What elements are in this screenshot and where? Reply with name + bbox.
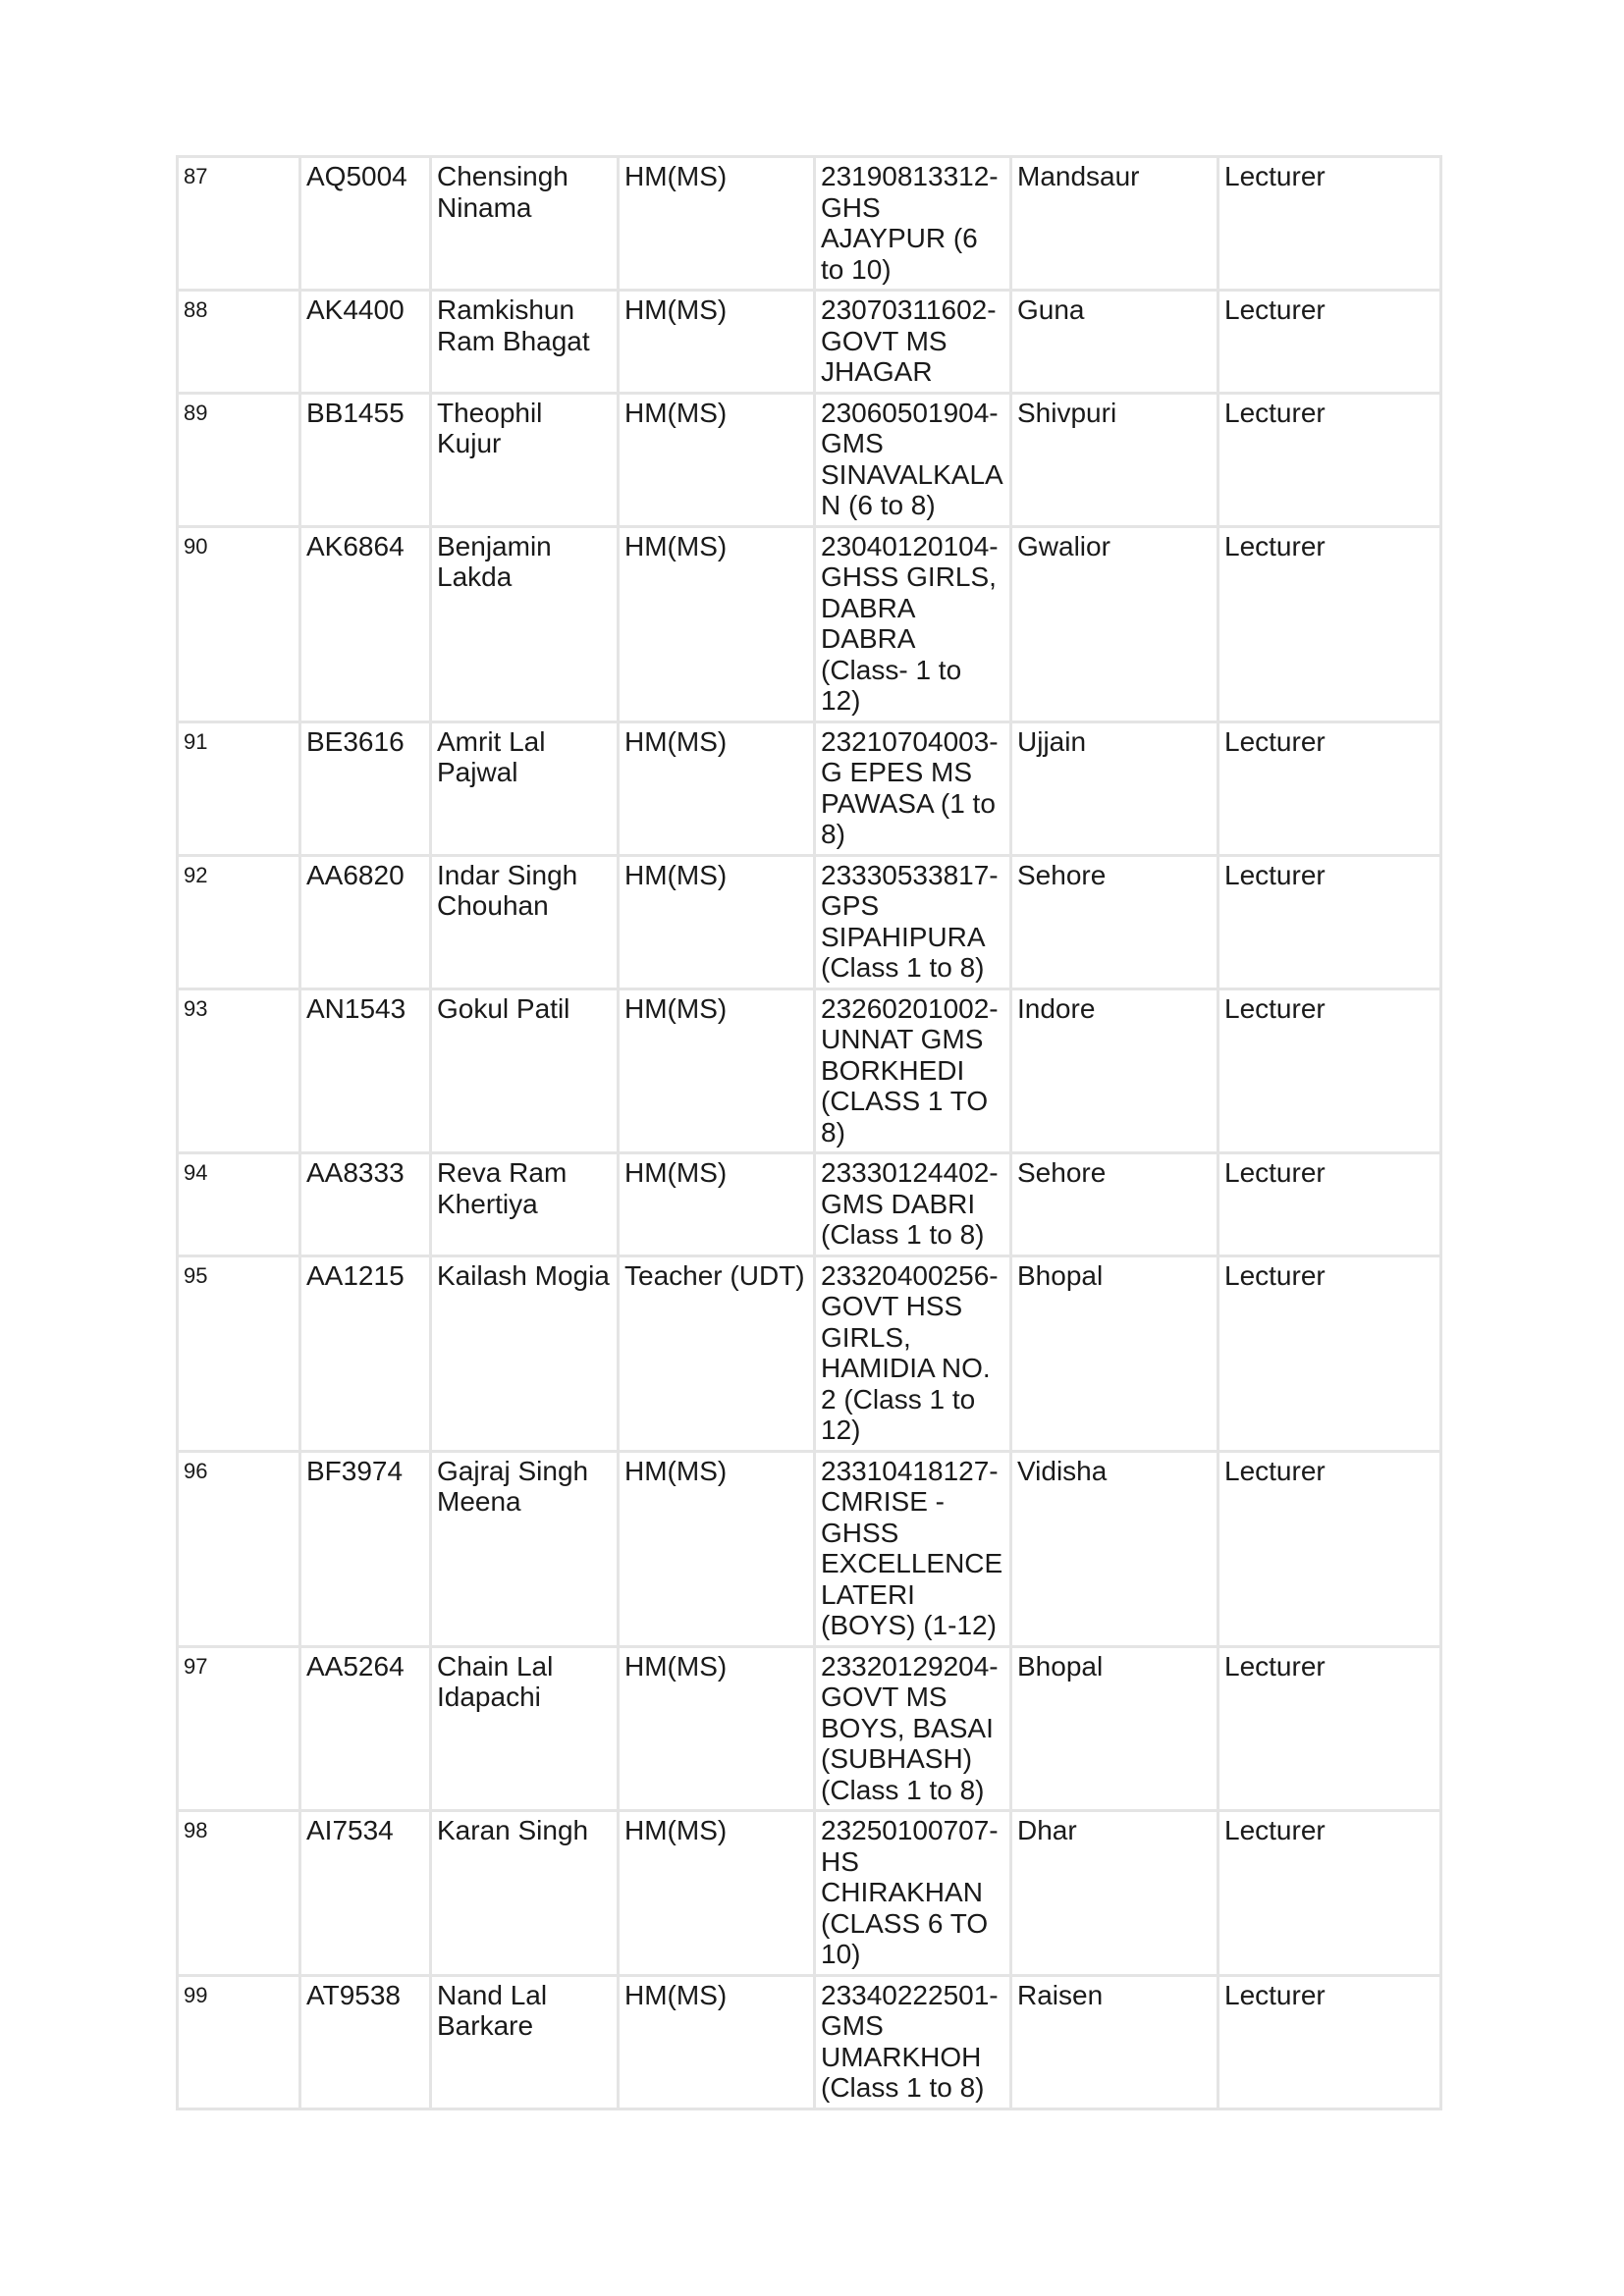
- serial-number-cell: 94: [176, 1154, 301, 1257]
- designation-cell: HM(MS): [620, 1154, 816, 1257]
- employee-name-cell: Kailash Mogia: [432, 1257, 620, 1453]
- employee-code-cell: AA1215: [301, 1257, 432, 1453]
- school-cell: 23060501904-GMS SINAVALKALAN (6 to 8): [816, 395, 1012, 528]
- district-cell: Raisen: [1012, 1977, 1219, 2110]
- table-row: [176, 155, 1442, 292]
- school-cell: 23190813312-GHS AJAYPUR (6 to 10): [816, 155, 1012, 292]
- school-cell: 23210704003-G EPES MS PAWASA (1 to 8): [816, 723, 1012, 857]
- school-cell: 23330533817-GPS SIPAHIPURA (Class 1 to 8): [816, 857, 1012, 990]
- table-row: [176, 292, 1442, 395]
- employee-code-cell: AA6820: [301, 857, 432, 990]
- post-cell: Lecturer: [1219, 1812, 1442, 1977]
- district-cell: Sehore: [1012, 1154, 1219, 1257]
- employee-code-cell: AK4400: [301, 292, 432, 395]
- designation-cell: HM(MS): [620, 395, 816, 528]
- district-cell: Indore: [1012, 990, 1219, 1155]
- designation-cell: HM(MS): [620, 990, 816, 1155]
- employee-name-cell: Gokul Patil: [432, 990, 620, 1155]
- table-row: [176, 990, 1442, 1155]
- school-cell: 23320400256-GOVT HSS GIRLS, HAMIDIA NO. 2 (Class 1 to 12): [816, 1257, 1012, 1453]
- table-row: [176, 1257, 1442, 1453]
- serial-number-cell: 95: [176, 1257, 301, 1453]
- table-row: [176, 1648, 1442, 1813]
- district-cell: Bhopal: [1012, 1648, 1219, 1813]
- designation-cell: HM(MS): [620, 292, 816, 395]
- employee-name-cell: Theophil Kujur: [432, 395, 620, 528]
- post-cell: Lecturer: [1219, 1648, 1442, 1813]
- school-cell: 23330124402-GMS DABRI (Class 1 to 8): [816, 1154, 1012, 1257]
- post-cell: Lecturer: [1219, 1977, 1442, 2110]
- post-cell: Lecturer: [1219, 1257, 1442, 1453]
- table-row: [176, 1154, 1442, 1257]
- district-cell: Guna: [1012, 292, 1219, 395]
- school-cell: 23040120104-GHSS GIRLS, DABRA DABRA (Class- 1 to 12): [816, 528, 1012, 723]
- district-cell: Gwalior: [1012, 528, 1219, 723]
- school-cell: 23310418127-CMRISE - GHSS EXCELLENCE LATERI (BOYS) (1-12): [816, 1453, 1012, 1648]
- table-row: [176, 395, 1442, 528]
- table-row: [176, 1812, 1442, 1977]
- serial-number-cell: 96: [176, 1453, 301, 1648]
- district-cell: Mandsaur: [1012, 155, 1219, 292]
- post-cell: Lecturer: [1219, 155, 1442, 292]
- employee-code-cell: AQ5004: [301, 155, 432, 292]
- district-cell: Ujjain: [1012, 723, 1219, 857]
- employee-name-cell: Benjamin Lakda: [432, 528, 620, 723]
- table-row: [176, 528, 1442, 723]
- post-cell: Lecturer: [1219, 857, 1442, 990]
- employee-name-cell: Chain Lal Idapachi: [432, 1648, 620, 1813]
- designation-cell: HM(MS): [620, 1648, 816, 1813]
- serial-number-cell: 98: [176, 1812, 301, 1977]
- employee-name-cell: Amrit Lal Pajwal: [432, 723, 620, 857]
- employee-name-cell: Karan Singh: [432, 1812, 620, 1977]
- serial-number-cell: 88: [176, 292, 301, 395]
- school-cell: 23250100707-HS CHIRAKHAN (CLASS 6 TO 10): [816, 1812, 1012, 1977]
- designation-cell: HM(MS): [620, 1812, 816, 1977]
- employee-name-cell: Ramkishun Ram Bhagat: [432, 292, 620, 395]
- school-cell: 23260201002-UNNAT GMS BORKHEDI (CLASS 1 TO 8): [816, 990, 1012, 1155]
- employee-code-cell: BE3616: [301, 723, 432, 857]
- employee-code-cell: BB1455: [301, 395, 432, 528]
- employee-code-cell: AT9538: [301, 1977, 432, 2110]
- serial-number-cell: 92: [176, 857, 301, 990]
- designation-cell: HM(MS): [620, 155, 816, 292]
- post-cell: Lecturer: [1219, 292, 1442, 395]
- employee-code-cell: AK6864: [301, 528, 432, 723]
- school-cell: 23070311602-GOVT MS JHAGAR: [816, 292, 1012, 395]
- district-cell: Sehore: [1012, 857, 1219, 990]
- employee-name-cell: Gajraj Singh Meena: [432, 1453, 620, 1648]
- table-row: [176, 1977, 1442, 2110]
- employee-name-cell: Reva Ram Khertiya: [432, 1154, 620, 1257]
- post-cell: Lecturer: [1219, 395, 1442, 528]
- employee-code-cell: AI7534: [301, 1812, 432, 1977]
- designation-cell: HM(MS): [620, 1977, 816, 2110]
- employee-code-cell: BF3974: [301, 1453, 432, 1648]
- school-cell: 23320129204-GOVT MS BOYS, BASAI (SUBHASH) (Class 1 to 8): [816, 1648, 1012, 1813]
- district-cell: Shivpuri: [1012, 395, 1219, 528]
- district-cell: Vidisha: [1012, 1453, 1219, 1648]
- records-table: [176, 155, 1442, 2110]
- serial-number-cell: 99: [176, 1977, 301, 2110]
- table-row: [176, 723, 1442, 857]
- designation-cell: HM(MS): [620, 1453, 816, 1648]
- serial-number-cell: 90: [176, 528, 301, 723]
- employee-code-cell: AA8333: [301, 1154, 432, 1257]
- post-cell: Lecturer: [1219, 1453, 1442, 1648]
- district-cell: Dhar: [1012, 1812, 1219, 1977]
- employee-name-cell: Nand Lal Barkare: [432, 1977, 620, 2110]
- designation-cell: HM(MS): [620, 723, 816, 857]
- table-row: [176, 1453, 1442, 1648]
- employee-code-cell: AA5264: [301, 1648, 432, 1813]
- serial-number-cell: 97: [176, 1648, 301, 1813]
- serial-number-cell: 87: [176, 155, 301, 292]
- post-cell: Lecturer: [1219, 723, 1442, 857]
- post-cell: Lecturer: [1219, 990, 1442, 1155]
- employee-name-cell: Indar Singh Chouhan: [432, 857, 620, 990]
- designation-cell: HM(MS): [620, 857, 816, 990]
- employee-name-cell: Chensingh Ninama: [432, 155, 620, 292]
- records-table-body: [176, 155, 1442, 2110]
- serial-number-cell: 89: [176, 395, 301, 528]
- designation-cell: Teacher (UDT): [620, 1257, 816, 1453]
- serial-number-cell: 93: [176, 990, 301, 1155]
- post-cell: Lecturer: [1219, 1154, 1442, 1257]
- district-cell: Bhopal: [1012, 1257, 1219, 1453]
- designation-cell: HM(MS): [620, 528, 816, 723]
- school-cell: 23340222501-GMS UMARKHOH (Class 1 to 8): [816, 1977, 1012, 2110]
- serial-number-cell: 91: [176, 723, 301, 857]
- employee-code-cell: AN1543: [301, 990, 432, 1155]
- table-row: [176, 857, 1442, 990]
- post-cell: Lecturer: [1219, 528, 1442, 723]
